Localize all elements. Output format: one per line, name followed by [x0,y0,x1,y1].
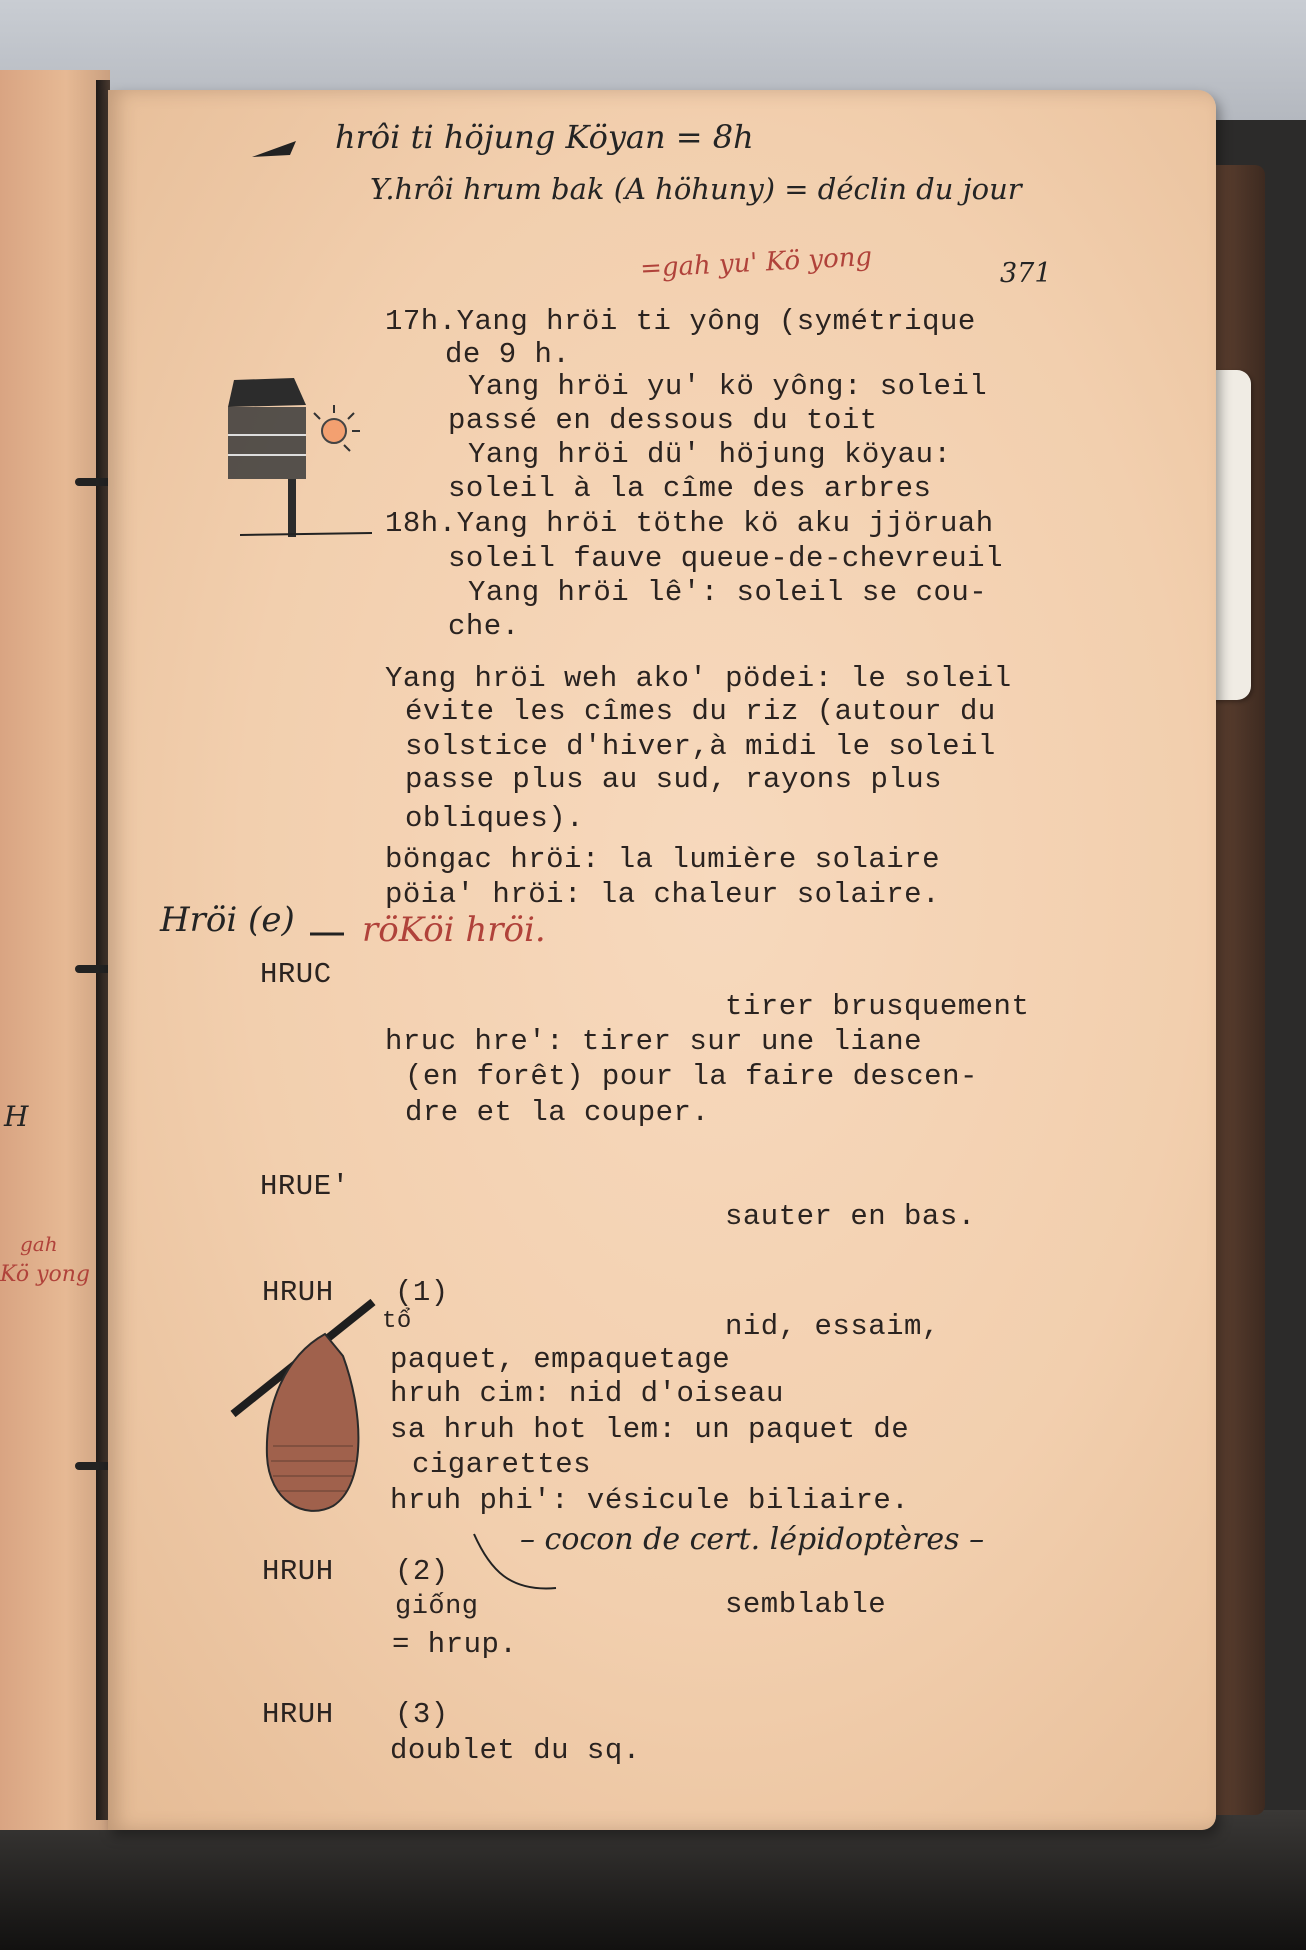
entry-line: doublet du sq. [390,1734,641,1767]
table-surface [0,1810,1306,1950]
headword-hruc: HRUC [260,958,332,991]
headword-hrue: HRUE' [260,1170,350,1203]
entry-line: pöia' hröi: la chaleur solaire. [385,878,940,911]
house-sun-drawing-icon [222,375,382,545]
margin-note-h: H [4,1100,29,1133]
gloss-hruc: tirer brusquement [725,990,1030,1023]
handwritten-cocon-note: – cocon de cert. lépidoptères – [520,1522,985,1557]
entry-line: = hrup. [392,1628,518,1661]
entry-line: 17h.Yang hröi ti yông (symétrique [385,305,976,338]
entry-line: hruc hre': tirer sur une liane [385,1025,923,1058]
entry-line: dre et la couper. [405,1096,710,1129]
dash-mark-icon [308,928,348,940]
entry-line: böngac hröi: la lumière solaire [385,843,940,876]
handwritten-note-line2: Y.hrôi hrum bak (A höhuny) = déclin du jour [370,172,1022,206]
gloss-hrue: sauter en bas. [725,1200,976,1233]
headword-hruh-2: HRUH [262,1555,334,1588]
entry-line: Yang hröi weh ako' pödei: le soleil [385,662,1012,695]
margin-note-koyong: Kö yong [0,1262,91,1287]
arrow-mark-icon [250,135,300,163]
headword-hruh-3: HRUH [262,1698,334,1731]
nest-drawing-icon [225,1296,395,1536]
entry-line: soleil fauve queue-de-chevreuil [448,542,1003,575]
entry-line: hruh phi': vésicule biliaire. [390,1484,910,1517]
entry-line: solstice d'hiver,à midi le soleil [405,730,996,763]
headword-number: (2) [395,1555,449,1588]
entry-line: hruh cim: nid d'oiseau [390,1377,784,1410]
entry-line: Yang hröi yu' kö yông: soleil [468,370,988,403]
entry-line: che. [448,610,520,643]
red-rokoi-note: röKöi hröi. [362,910,546,950]
margin-note-gah: gah [20,1232,58,1256]
headword-hruh-1: HRUH [262,1276,334,1309]
viet-word: giống [395,1592,479,1622]
headword-number: (3) [395,1698,449,1731]
entry-line: de 9 h. [445,338,571,371]
entry-line: 18h.Yang hröi töthe kö aku jjöruah [385,507,994,540]
entry-line: cigarettes [412,1448,592,1481]
entry-line: passé en dessous du toit [448,404,878,437]
entry-line: (en forêt) pour la faire descen- [405,1060,978,1093]
gloss-hruh-2: semblable [725,1588,887,1621]
entry-line: sa hruh hot lem: un paquet de [390,1413,910,1446]
entry-line: Yang hröi dü' höjung köyau: [468,438,952,471]
entry-line: évite les cîmes du riz (autour du [405,695,996,728]
left-page [0,70,110,1830]
handwritten-note-line1: hrôi ti höjung Köyan = 8h [335,118,754,156]
gloss-hruh-1: nid, essaim, [725,1310,940,1343]
red-annotation-top: =gah yu' Kö yong [639,241,873,285]
page-number: 371 [1000,258,1052,289]
entry-line: passe plus au sud, rayons plus [405,763,943,796]
entry-line: obliques). [405,802,585,835]
handwritten-hroi-note: Hröi (e) [160,900,295,940]
entry-line: soleil à la cîme des arbres [448,472,932,505]
entry-line: paquet, empaquetage [390,1343,731,1376]
viet-word: tổ [382,1308,412,1335]
entry-line: Yang hröi lê': soleil se cou- [468,576,988,609]
headword-number: (1) [395,1276,449,1309]
